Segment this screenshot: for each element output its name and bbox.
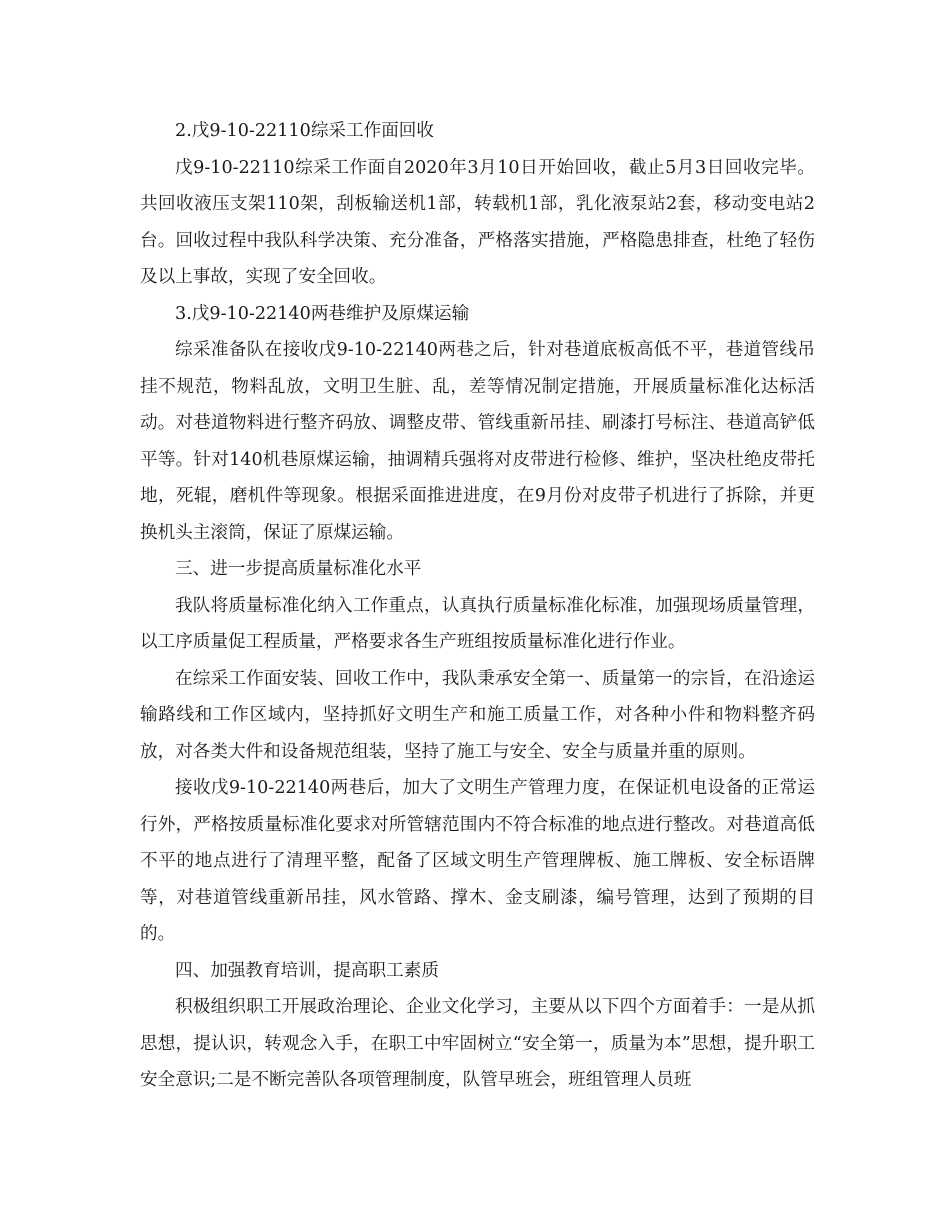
paragraph-civilized-production: 接收戊9-10-22140两巷后，加大了文明生产管理力度，在保证机电设备的正常运行外，严格按质量标准化要求对所管辖范围内不符合标准的地点进行整改。对巷道高低不平的地点进行了清理平整，配备了区域文明生产管理牌板、施工牌板、安全标语牌等，对巷道管线重新吊挂，风水管路、撑木、金支刷漆，编号管理，达到了预期的目的。 [140,778,815,944]
document-body [140,113,815,1099]
paragraph-training: 积极组织职工开展政治理论、企业文化学习，主要从以下四个方面着手：一是从抓思想，提认识，转观念入手，在职工中牢固树立“安全第一，质量为本”思想，提升职工安全意识;二是不断完善队各项管理制度，队管早班会，班组管理人员班 [140,997,815,1090]
paragraph-recovery-22110: 戊9-10-22110综采工作面自2020年3月10日开始回收，截止5月3日回收完毕。共回收液压支架110架，刮板输送机1部，转载机1部，乳化液泵站2套，移动变电站2台。回收过程中我队科学决策、充分准备，严格落实措施，严格隐患排查，杜绝了轻伤及以上事故，实现了安全回收。 [140,157,815,287]
section-heading-3: 3.戊9-10-22140两巷维护及原煤运输 [175,303,470,324]
section-heading-training: 四、加强教育培训，提高职工素质 [175,960,439,981]
section-heading-2: 2.戊9-10-22110综采工作面回收 [175,121,434,141]
paragraph-quality-focus: 我队将质量标准化纳入工作重点，认真执行质量标准化标准，加强现场质量管理，以工序质量促工程质量，严格要求各生产班组按质量标准化进行作业。 [140,595,815,652]
section-heading-quality: 三、进一步提高质量标准化水平 [175,559,422,579]
paragraph-installation-recovery: 在综采工作面安装、回收工作中，我队秉承安全第一、质量第一的宗旨，在沿途运输路线和工作区域内，坚持抓好文明生产和施工质量工作，对各种小件和物料整齐码放，对各类大件和设备规范组装，坚持了施工与安全、安全与质量并重的原则。 [140,668,815,762]
paragraph-roadway-maintenance: 综采准备队在接收戊9-10-22140两巷之后，针对巷道底板高低不平，巷道管线吊挂不规范，物料乱放，文明卫生脏、乱，差等情况制定措施，开展质量标准化达标活动。对巷道物料进行整齐码放、调整皮带、管线重新吊挂、刷漆打号标注、巷道高铲低平等。针对140机巷原煤运输，抽调精兵强将对皮带进行检修、维护，坚决杜绝皮带托地，死辊，磨机件等现象。根据采面推进进度，在9月份对皮带子机进行了拆除，并更换机头主滚筒，保证了原煤运输。 [140,340,815,543]
